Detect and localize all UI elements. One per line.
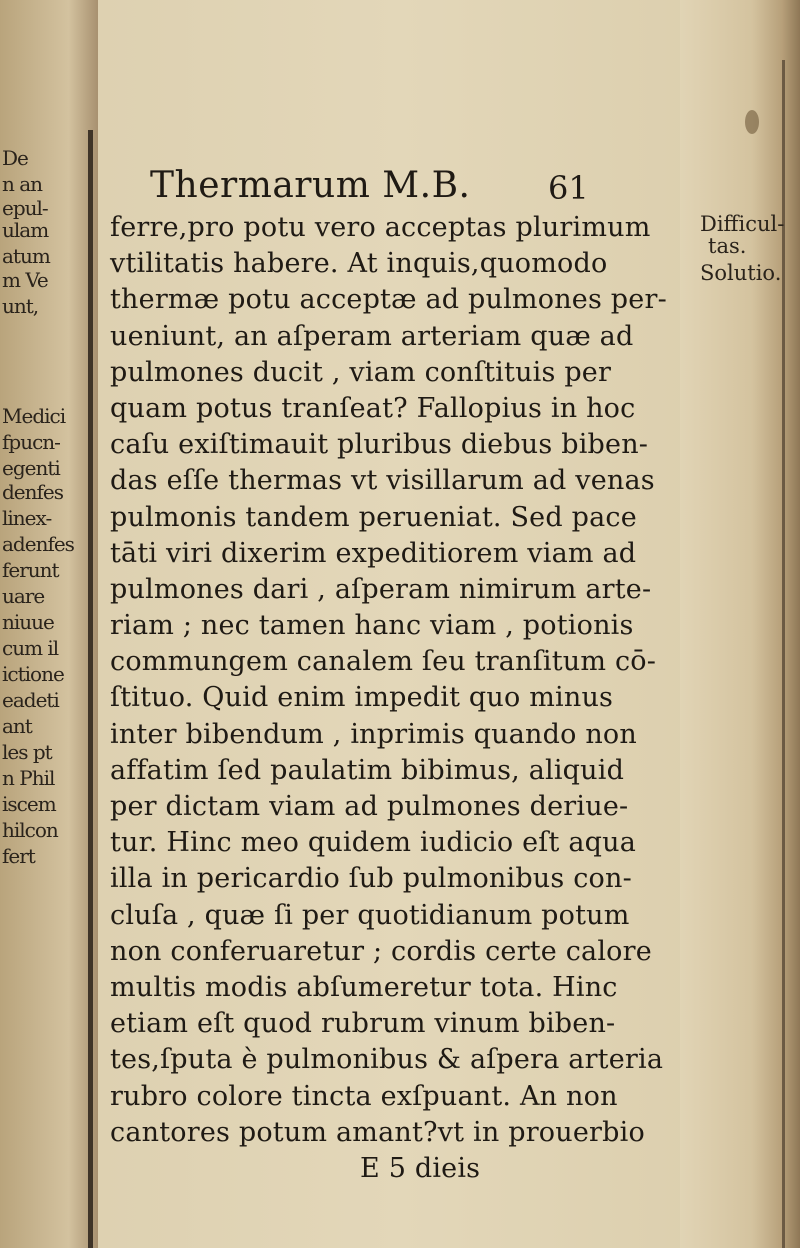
facing-page-fragment: iscem bbox=[2, 792, 56, 816]
running-title: Thermarum M.B. bbox=[150, 165, 471, 206]
text-line: affatim ſed paulatim bibimus, aliquid bbox=[110, 754, 625, 786]
text-line: caſu exiſtimauit pluribus diebus biben- bbox=[110, 429, 649, 461]
facing-page-fragment: adenfes bbox=[2, 532, 74, 556]
text-line: vtilitatis habere. At inquis,quomodo bbox=[110, 248, 608, 280]
text-line: multis modis abſumeretur tota. Hinc bbox=[110, 971, 618, 1003]
facing-page-fragment: denfes bbox=[2, 480, 64, 504]
ink-stain bbox=[745, 110, 759, 134]
body-text bbox=[110, 210, 690, 1187]
facing-page-fragment: De bbox=[2, 146, 28, 170]
text-line: tur. Hinc meo quidem iudicio eſt aqua bbox=[110, 827, 637, 859]
text-line: tes,ſputa è pulmonibus & aſpera arteria bbox=[110, 1044, 664, 1076]
facing-page-fragment: fert bbox=[2, 844, 35, 868]
text-line: pulmones dari , aſperam nimirum arte- bbox=[110, 573, 652, 605]
text-line: cantores potum amant?vt in prouerbio bbox=[110, 1116, 645, 1148]
text-line: quam potus tranſeat? Fallopius in hoc bbox=[110, 392, 636, 424]
margin-note-line: Difficul- bbox=[700, 212, 785, 236]
text-line: thermæ potu acceptæ ad pulmones per- bbox=[110, 284, 667, 316]
facing-page-fragment: hilcon bbox=[2, 818, 58, 842]
margin-note-line: tas. bbox=[708, 234, 747, 258]
facing-page-fragment: linex- bbox=[2, 506, 52, 530]
page-number: 61 bbox=[548, 169, 589, 207]
text-line: tāti viri dixerim expeditiorem viam ad bbox=[110, 537, 637, 569]
facing-page-fragment: ant bbox=[2, 714, 32, 738]
text-line: etiam eſt quod rubrum vinum biben- bbox=[110, 1008, 616, 1040]
facing-page-fragment: niuue bbox=[2, 610, 54, 634]
text-line: ſtituo. Quid enim impedit quo minus bbox=[110, 682, 614, 714]
margin-note-solutio: Solutio. bbox=[700, 261, 782, 285]
facing-page-fragment: eadeti bbox=[2, 688, 59, 712]
text-line: non conferuaretur ; cordis certe calore bbox=[110, 935, 652, 967]
facing-page-fragment: ferunt bbox=[2, 558, 59, 582]
facing-page-fragment: fpucn- bbox=[2, 430, 60, 454]
facing-page-fragment: ulam bbox=[2, 218, 49, 242]
facing-page-fragment: cum il bbox=[2, 636, 59, 660]
binding-shadow-line bbox=[88, 130, 93, 1248]
margin-note-difficultas bbox=[700, 213, 790, 257]
text-line: illa in pericardio ſub pulmonibus con- bbox=[110, 863, 632, 895]
text-line: rubro colore tincta exſpuant. An non bbox=[110, 1080, 618, 1112]
text-line: commungem canalem ſeu tranſitum cō- bbox=[110, 646, 657, 678]
facing-page-fragment: uare bbox=[2, 584, 45, 608]
facing-page-fragment: epul- bbox=[2, 196, 48, 220]
page-header bbox=[0, 165, 800, 215]
text-line: das eſſe thermas vt visillarum ad venas bbox=[110, 465, 655, 497]
facing-page-fragment: les pt bbox=[2, 740, 52, 764]
facing-page-fragment: n Phil bbox=[2, 766, 55, 790]
text-line: ueniunt, an aſperam arteriam quæ ad bbox=[110, 320, 634, 352]
facing-page-fragment: m Ve bbox=[2, 268, 48, 292]
facing-page-fragment: egenti bbox=[2, 456, 60, 480]
catchword-line: E 5 dieis bbox=[360, 1152, 481, 1184]
facing-page-fragment: Medici bbox=[2, 404, 66, 428]
text-line: ferre,pro potu vero acceptas plurimum bbox=[110, 212, 651, 243]
text-line: riam ; nec tamen hanc viam , potionis bbox=[110, 610, 634, 642]
text-line: pulmones ducit , viam conſtituis per bbox=[110, 356, 612, 388]
text-line: cluſa , quæ ſi per quotidianum potum bbox=[110, 899, 630, 931]
text-line: per dictam viam ad pulmones deriue- bbox=[110, 791, 629, 822]
text-line: pulmonis tandem perueniat. Sed pace bbox=[110, 501, 637, 533]
facing-page-fragment: ictione bbox=[2, 662, 64, 686]
facing-page-fragment: n an bbox=[2, 172, 43, 196]
facing-page-fragment: atum bbox=[2, 244, 50, 268]
text-line: inter bibendum , inprimis quando non bbox=[110, 718, 637, 750]
facing-page-fragment: unt, bbox=[2, 294, 39, 318]
